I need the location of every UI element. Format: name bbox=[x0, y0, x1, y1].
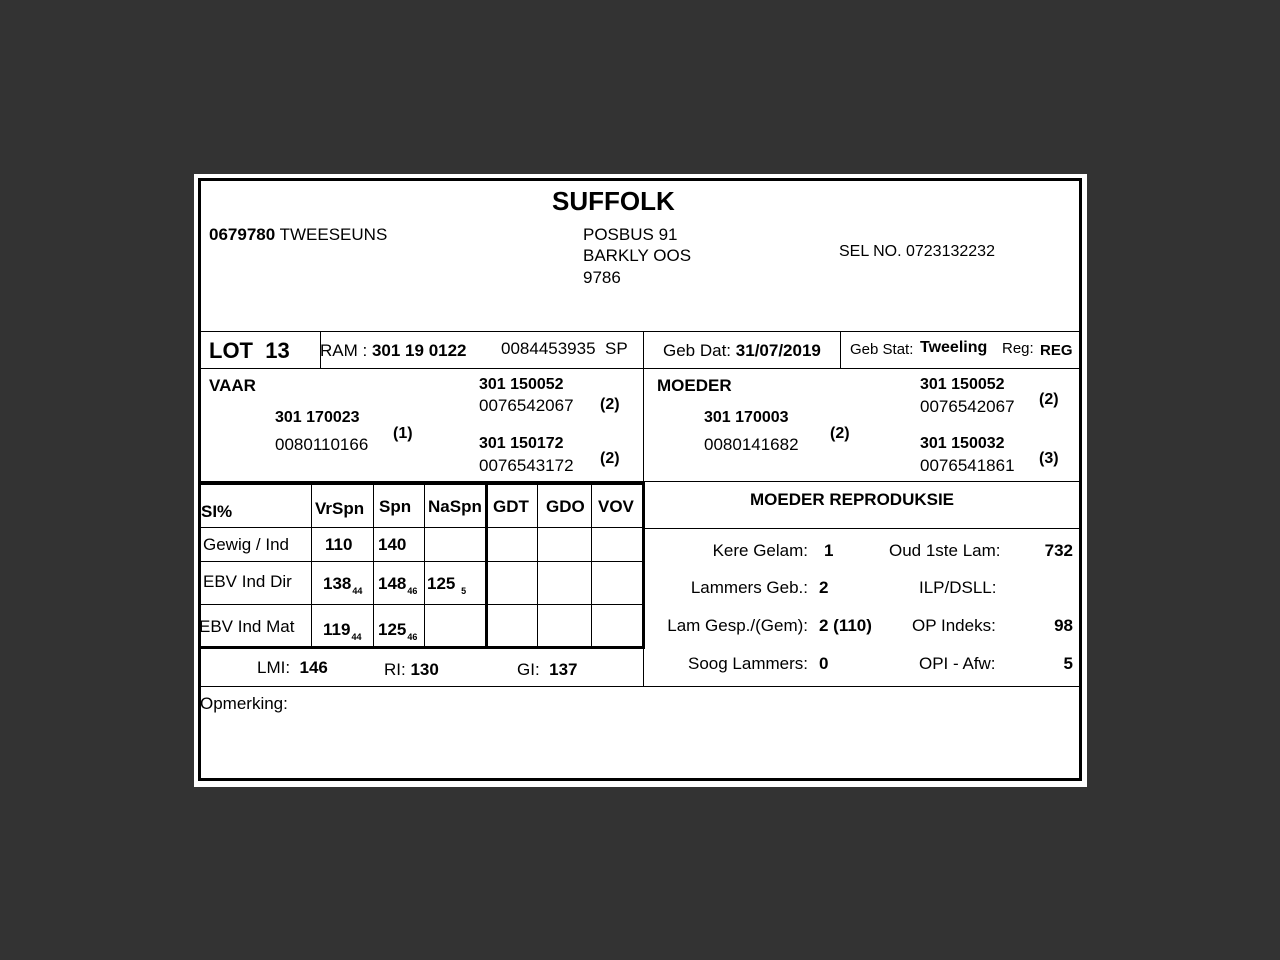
table-border bbox=[485, 482, 488, 648]
row-label-gewig: Gewig / Ind bbox=[203, 535, 289, 554]
vaar-note: (1) bbox=[393, 425, 413, 442]
lam-gesp-label: Lam Gesp./(Gem): bbox=[667, 616, 808, 635]
cell-vrspn: $119_{44}$ bbox=[323, 620, 362, 642]
oud-value: 732 bbox=[1044, 541, 1073, 560]
address-line-2: BARKLY OOS bbox=[583, 246, 692, 265]
header-vrspn: VrSpn bbox=[315, 499, 365, 518]
row-label-ebv-dir: EBV Ind Dir bbox=[203, 572, 292, 591]
cell-naspn: 125 $_5$ bbox=[427, 574, 467, 596]
cell-spn: $148_{46}$ bbox=[378, 574, 418, 596]
table-border bbox=[200, 482, 645, 485]
ram-reg bbox=[501, 340, 628, 357]
ri: RI: 130 bbox=[384, 660, 439, 679]
breed-title: SUFFOLK bbox=[552, 186, 675, 216]
table-rule bbox=[311, 485, 312, 647]
breeder-name: TWEESEUNS bbox=[279, 225, 388, 244]
birth-status-value: Tweeling bbox=[920, 339, 988, 356]
header-gdt: GDT bbox=[493, 497, 529, 516]
header-spn: Spn bbox=[379, 497, 412, 516]
header-vov: VOV bbox=[598, 497, 634, 516]
reg-value: REG bbox=[1040, 342, 1073, 359]
divider bbox=[840, 331, 841, 368]
vaar-sire-id: 301 150052 bbox=[479, 376, 564, 393]
moeder-sire-reg: 0076542067 bbox=[920, 397, 1015, 416]
vaar-reg: 0080110166 bbox=[275, 435, 369, 454]
lot-label: LOT bbox=[209, 338, 253, 363]
table-rule bbox=[424, 485, 425, 647]
breeder-number: 0679780 bbox=[209, 225, 276, 244]
breeder-info bbox=[209, 226, 387, 243]
phone-number: SEL NO. 0723132232 bbox=[839, 243, 995, 260]
table-rule bbox=[373, 485, 374, 647]
vaar-id: 301 170023 bbox=[275, 409, 360, 426]
row-label-ebv-mat: EBV Ind Mat bbox=[199, 617, 295, 636]
vaar-dam-id: 301 150172 bbox=[479, 435, 564, 452]
moeder-dam-note: (3) bbox=[1039, 450, 1059, 467]
lot-number bbox=[209, 340, 290, 362]
moeder-label: MOEDER bbox=[657, 376, 732, 395]
ram-info bbox=[320, 342, 467, 359]
address-line-1: POSBUS 91 bbox=[583, 225, 678, 244]
lot-value: 13 bbox=[265, 338, 290, 363]
moeder-sire-id: 301 150052 bbox=[920, 376, 1005, 393]
ram-reg-number: 0084453935 bbox=[501, 339, 596, 358]
birth-date-label: Geb Dat: bbox=[663, 341, 732, 360]
vaar-dam-note: (2) bbox=[600, 450, 620, 467]
table-rule bbox=[200, 527, 643, 528]
birth-status-label: Geb Stat: bbox=[850, 341, 914, 358]
lammers-geb-label: Lammers Geb.: bbox=[690, 578, 808, 597]
soog-label: Soog Lammers: bbox=[688, 654, 808, 673]
ram-suffix: SP bbox=[605, 339, 628, 358]
divider bbox=[645, 528, 1079, 529]
moeder-reg: 0080141682 bbox=[704, 435, 799, 454]
opi-value: 5 bbox=[1063, 654, 1073, 673]
vaar-sire-reg: 0076542067 bbox=[479, 396, 574, 415]
op-indeks-value: 98 bbox=[1054, 616, 1073, 635]
card-border bbox=[198, 178, 1082, 781]
moeder-dam-reg: 0076541861 bbox=[920, 456, 1015, 475]
remarks-label: Opmerking: bbox=[200, 694, 288, 713]
table-rule bbox=[591, 485, 592, 647]
table-border bbox=[642, 482, 645, 648]
op-indeks-label: OP Indeks: bbox=[912, 616, 996, 635]
table-border bbox=[200, 646, 645, 649]
birth-date bbox=[663, 342, 821, 359]
moeder-dam-id: 301 150032 bbox=[920, 435, 1005, 452]
reg-label: Reg: bbox=[1002, 340, 1034, 357]
divider bbox=[200, 368, 1079, 369]
cell-spn: 140 bbox=[378, 535, 407, 554]
reproduction-title: MOEDER REPRODUKSIE bbox=[750, 490, 955, 509]
oud-label: Oud 1ste Lam: bbox=[889, 541, 1001, 560]
gi: GI: 137 bbox=[517, 660, 578, 679]
address-line-3: 9786 bbox=[583, 268, 621, 287]
cell-vrspn: 110 bbox=[325, 535, 353, 554]
vaar-sire-note: (2) bbox=[600, 396, 620, 413]
ilp-label: ILP/DSLL: bbox=[919, 578, 997, 597]
lmi: LMI: 146 bbox=[257, 658, 328, 677]
table-rule bbox=[200, 604, 643, 605]
cell-spn: $125_{46}$ bbox=[378, 620, 418, 642]
header-naspn: NaSpn bbox=[428, 497, 482, 516]
vaar-dam-reg: 0076543172 bbox=[479, 456, 574, 475]
table-rule bbox=[537, 485, 538, 647]
ram-label: RAM : bbox=[320, 341, 368, 360]
vaar-label: VAAR bbox=[209, 376, 256, 395]
moeder-note: (2) bbox=[830, 425, 850, 442]
divider bbox=[200, 686, 1079, 687]
kere-gelam-label: Kere Gelam: bbox=[712, 541, 808, 560]
table-rule bbox=[200, 561, 643, 562]
lammers-geb-value: 2 bbox=[819, 578, 829, 597]
moeder-id: 301 170003 bbox=[704, 409, 789, 426]
header-gdo: GDO bbox=[546, 497, 585, 516]
divider bbox=[200, 331, 1079, 332]
birth-date-value: 31/07/2019 bbox=[735, 341, 821, 360]
moeder-sire-note: (2) bbox=[1039, 391, 1059, 408]
opi-label: OPI - Afw: bbox=[919, 654, 996, 673]
lam-gesp-value: 2 (110) bbox=[819, 616, 872, 635]
kere-gelam-value: 1 bbox=[824, 541, 834, 560]
soog-value: 0 bbox=[819, 654, 829, 673]
header-si: SI% bbox=[201, 502, 233, 521]
ram-id: 301 19 0122 bbox=[371, 341, 467, 360]
cell-vrspn: $138_{44}$ bbox=[323, 574, 363, 596]
